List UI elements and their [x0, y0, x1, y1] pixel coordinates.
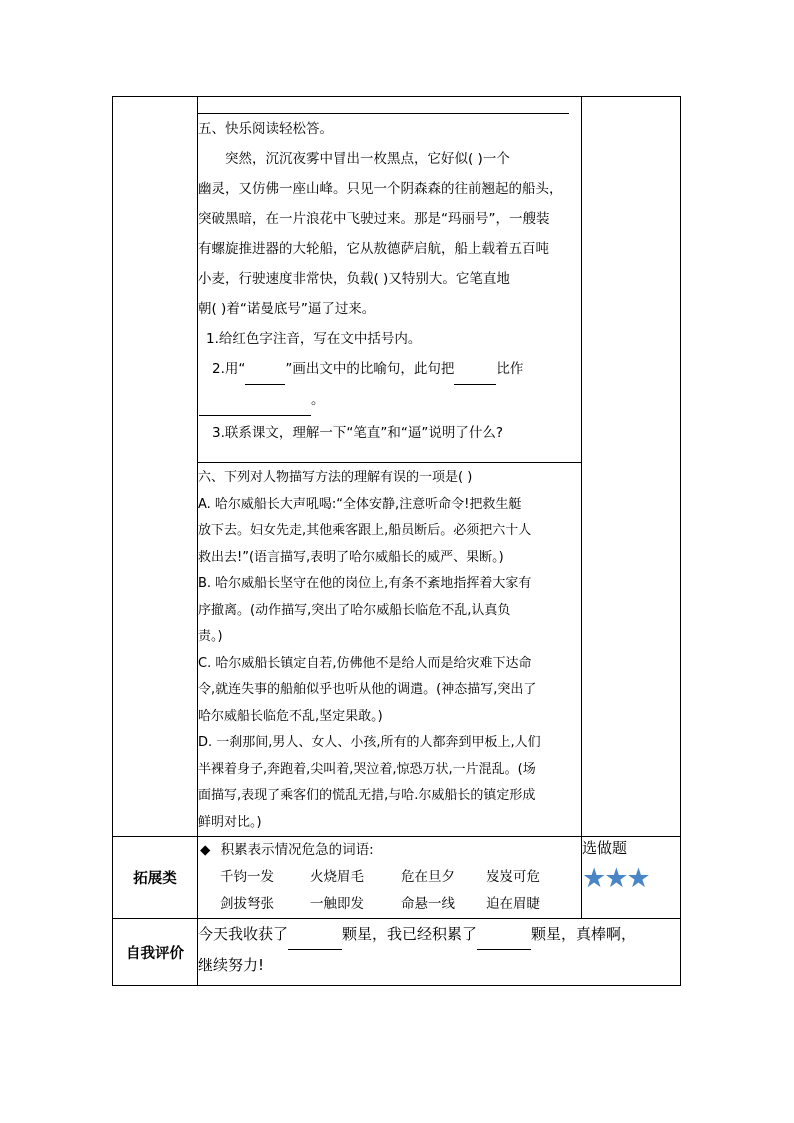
left-empty-cell: [113, 97, 198, 837]
section-6: [198, 465, 581, 836]
optional-label: 选做题: [582, 839, 628, 857]
question-2-text-a: 2.用“: [212, 361, 246, 377]
question-2: [198, 354, 581, 385]
option-d-line: 鲜明对比。): [198, 814, 262, 830]
answer-line: [198, 448, 581, 463]
option-c-line: C. 哈尔威船长镇定自若,仿佛他不是给人而是给灾难下达命: [198, 655, 532, 671]
word-item: 千钧一发: [220, 869, 274, 885]
self-eval-text: 继续努力!: [198, 956, 265, 974]
passage-line: 突破黑暗，在一片浪花中飞驶过来。那是“玛丽号”，一艘装: [198, 211, 550, 227]
question-2-end: 。: [311, 392, 325, 408]
extend-row: [113, 837, 681, 919]
question-1: 1.给红色字注音，写在文中括号内。: [206, 331, 422, 347]
word-item: 迫在眉睫: [486, 896, 540, 912]
option-b-line: 责。): [198, 629, 223, 644]
word-item: 危在旦夕: [401, 869, 455, 885]
passage-line: 有螺旋推进器的大轮船，它从敖德萨启航，船上载着五百吨: [198, 241, 549, 257]
extend-heading: [198, 837, 581, 864]
word-item: 火烧眉毛: [310, 869, 364, 885]
word-item: 剑拔弩张: [220, 896, 274, 912]
self-eval-cell: [198, 919, 681, 986]
option-d-line: D. 一刹那间,男人、女人、小孩,所有的人都奔到甲板上,人们: [198, 735, 541, 750]
star-rating-icon: ★★★: [582, 863, 649, 894]
word-list: [198, 864, 581, 918]
self-eval-text: 今天我收获了: [198, 925, 289, 943]
self-eval-text: 颗星，真棒啊，: [531, 925, 637, 943]
extend-cell: [198, 837, 582, 919]
blank-line: [199, 385, 311, 416]
option-a-line: A. 哈尔威船长大声吼喝:“全体安静,注意听命令!把救生艇: [198, 496, 522, 512]
option-b-line: 序撤离。(动作描写,突出了哈尔威船长临危不乱,认真负: [198, 602, 511, 618]
section-6-title: 六、下列对人物描写方法的理解有误的一项是( ): [198, 470, 473, 485]
diamond-bullet-icon: ◆: [200, 842, 211, 858]
passage-line: 小麦，行驶速度非常快，负载( )又特别大。它笔直地: [198, 271, 510, 287]
option-d-line: 面描写,表现了乘客们的慌乱无措,与哈.尔威船长的镇定形成: [198, 788, 536, 803]
optional-cell: [582, 837, 681, 919]
word-item: 命悬一线: [401, 896, 455, 912]
option-b-line: B. 哈尔威船长坚守在他的岗位上,有条不紊地指挥着大家有: [198, 576, 532, 591]
self-eval-row: [113, 919, 681, 986]
question-3: 3.联系课文，理解一下“笔直”和“逼”说明了什么?: [212, 425, 504, 441]
option-a-line: 放下去。妇女先走,其他乘客跟上,船员断后。必须把六十人: [198, 523, 532, 538]
blank-line: [477, 919, 531, 950]
section-5-title: 五、快乐阅读轻松答。: [198, 121, 333, 137]
worksheet-table: [112, 96, 681, 986]
reading-cell: [198, 97, 582, 837]
word-item: 岌岌可危: [486, 869, 540, 885]
word-item: 一触即发: [310, 896, 364, 912]
option-c-line: 哈尔威船长临危不乱,坚定果敢。): [198, 708, 383, 724]
blank-line: [454, 354, 496, 385]
right-empty-cell: [582, 97, 681, 837]
answer-line: [198, 97, 569, 114]
self-eval-label: 自我评价: [113, 919, 198, 986]
passage: [198, 144, 581, 324]
passage-line: 朝( )着“诺曼底号”逼了过来。: [198, 301, 376, 317]
extend-heading-text: 积累表示情况危急的词语:: [220, 842, 374, 858]
blank-line: [288, 919, 342, 950]
option-c-line: 令,就连失事的船舶似乎也听从他的调遣。(神态描写,突出了: [198, 682, 537, 697]
option-a-line: 救出去!”(语言描写,表明了哈尔威船长的威严、果断。): [198, 549, 504, 565]
question-2-continued: [198, 385, 581, 416]
reading-row: [113, 97, 681, 837]
option-d-line: 半裸着身子,奔跑着,尖叫着,哭泣着,惊恐万状,一片混乱。(场: [198, 761, 536, 777]
question-2-text-c: 比作: [496, 361, 524, 377]
self-eval-text: 颗星，我已经积累了: [342, 925, 478, 943]
question-2-text-b: ”画出文中的比喻句，此句把: [285, 361, 455, 377]
passage-line: 突然，沉沉夜雾中冒出一枚黑点，它好似( )一个: [225, 151, 510, 167]
passage-line: 幽灵，又仿佛一座山峰。只见一个阴森森的往前翘起的船头，: [198, 181, 563, 197]
blank-line: [245, 354, 285, 385]
extend-label: 拓展类: [113, 837, 198, 919]
